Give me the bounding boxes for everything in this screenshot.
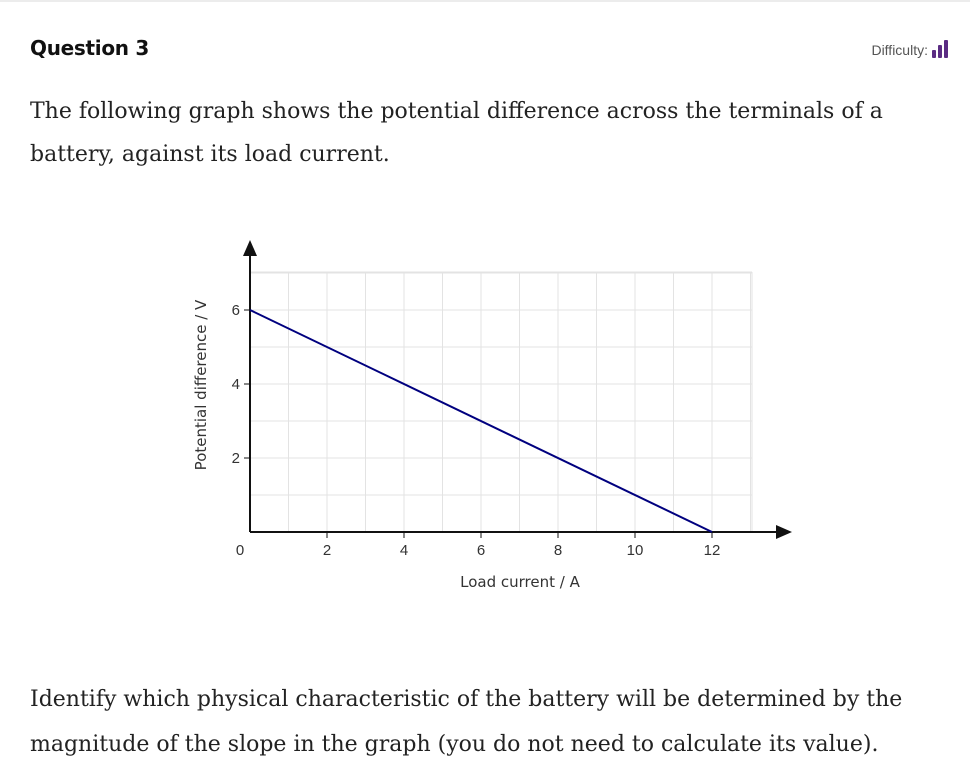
y-axis-label: Potential difference / V	[192, 299, 210, 471]
chart-grid	[250, 272, 752, 532]
x-tick-label: 12	[703, 542, 721, 559]
x-tick-label: 8	[553, 542, 563, 559]
x-tick-label: 2	[322, 542, 332, 559]
x-tick-label: 4	[399, 542, 409, 559]
y-tick-label: 6	[231, 302, 240, 319]
y-tick-label: 2	[231, 450, 240, 467]
difficulty-label: Difficulty:	[871, 42, 928, 58]
chart-ticks	[232, 302, 721, 559]
question-prompt: Identify which physical characteristic of the battery will be determined by the magnitude of the slope in the graph (you do not need to calculate its value).	[30, 687, 903, 757]
question-intro: The following graph shows the potential difference across the terminals of a battery, against its load current.	[30, 99, 883, 167]
origin-label: 0	[235, 542, 245, 559]
y-tick-label: 4	[231, 376, 240, 393]
x-axis-label: Load current / A	[460, 573, 580, 591]
x-tick-label: 10	[626, 542, 644, 559]
question-title: Question 3	[30, 36, 149, 60]
chart-axes	[243, 240, 792, 539]
x-axis-arrow-icon	[776, 525, 792, 539]
x-tick-label: 6	[476, 542, 486, 559]
y-axis-arrow-icon	[243, 240, 257, 256]
